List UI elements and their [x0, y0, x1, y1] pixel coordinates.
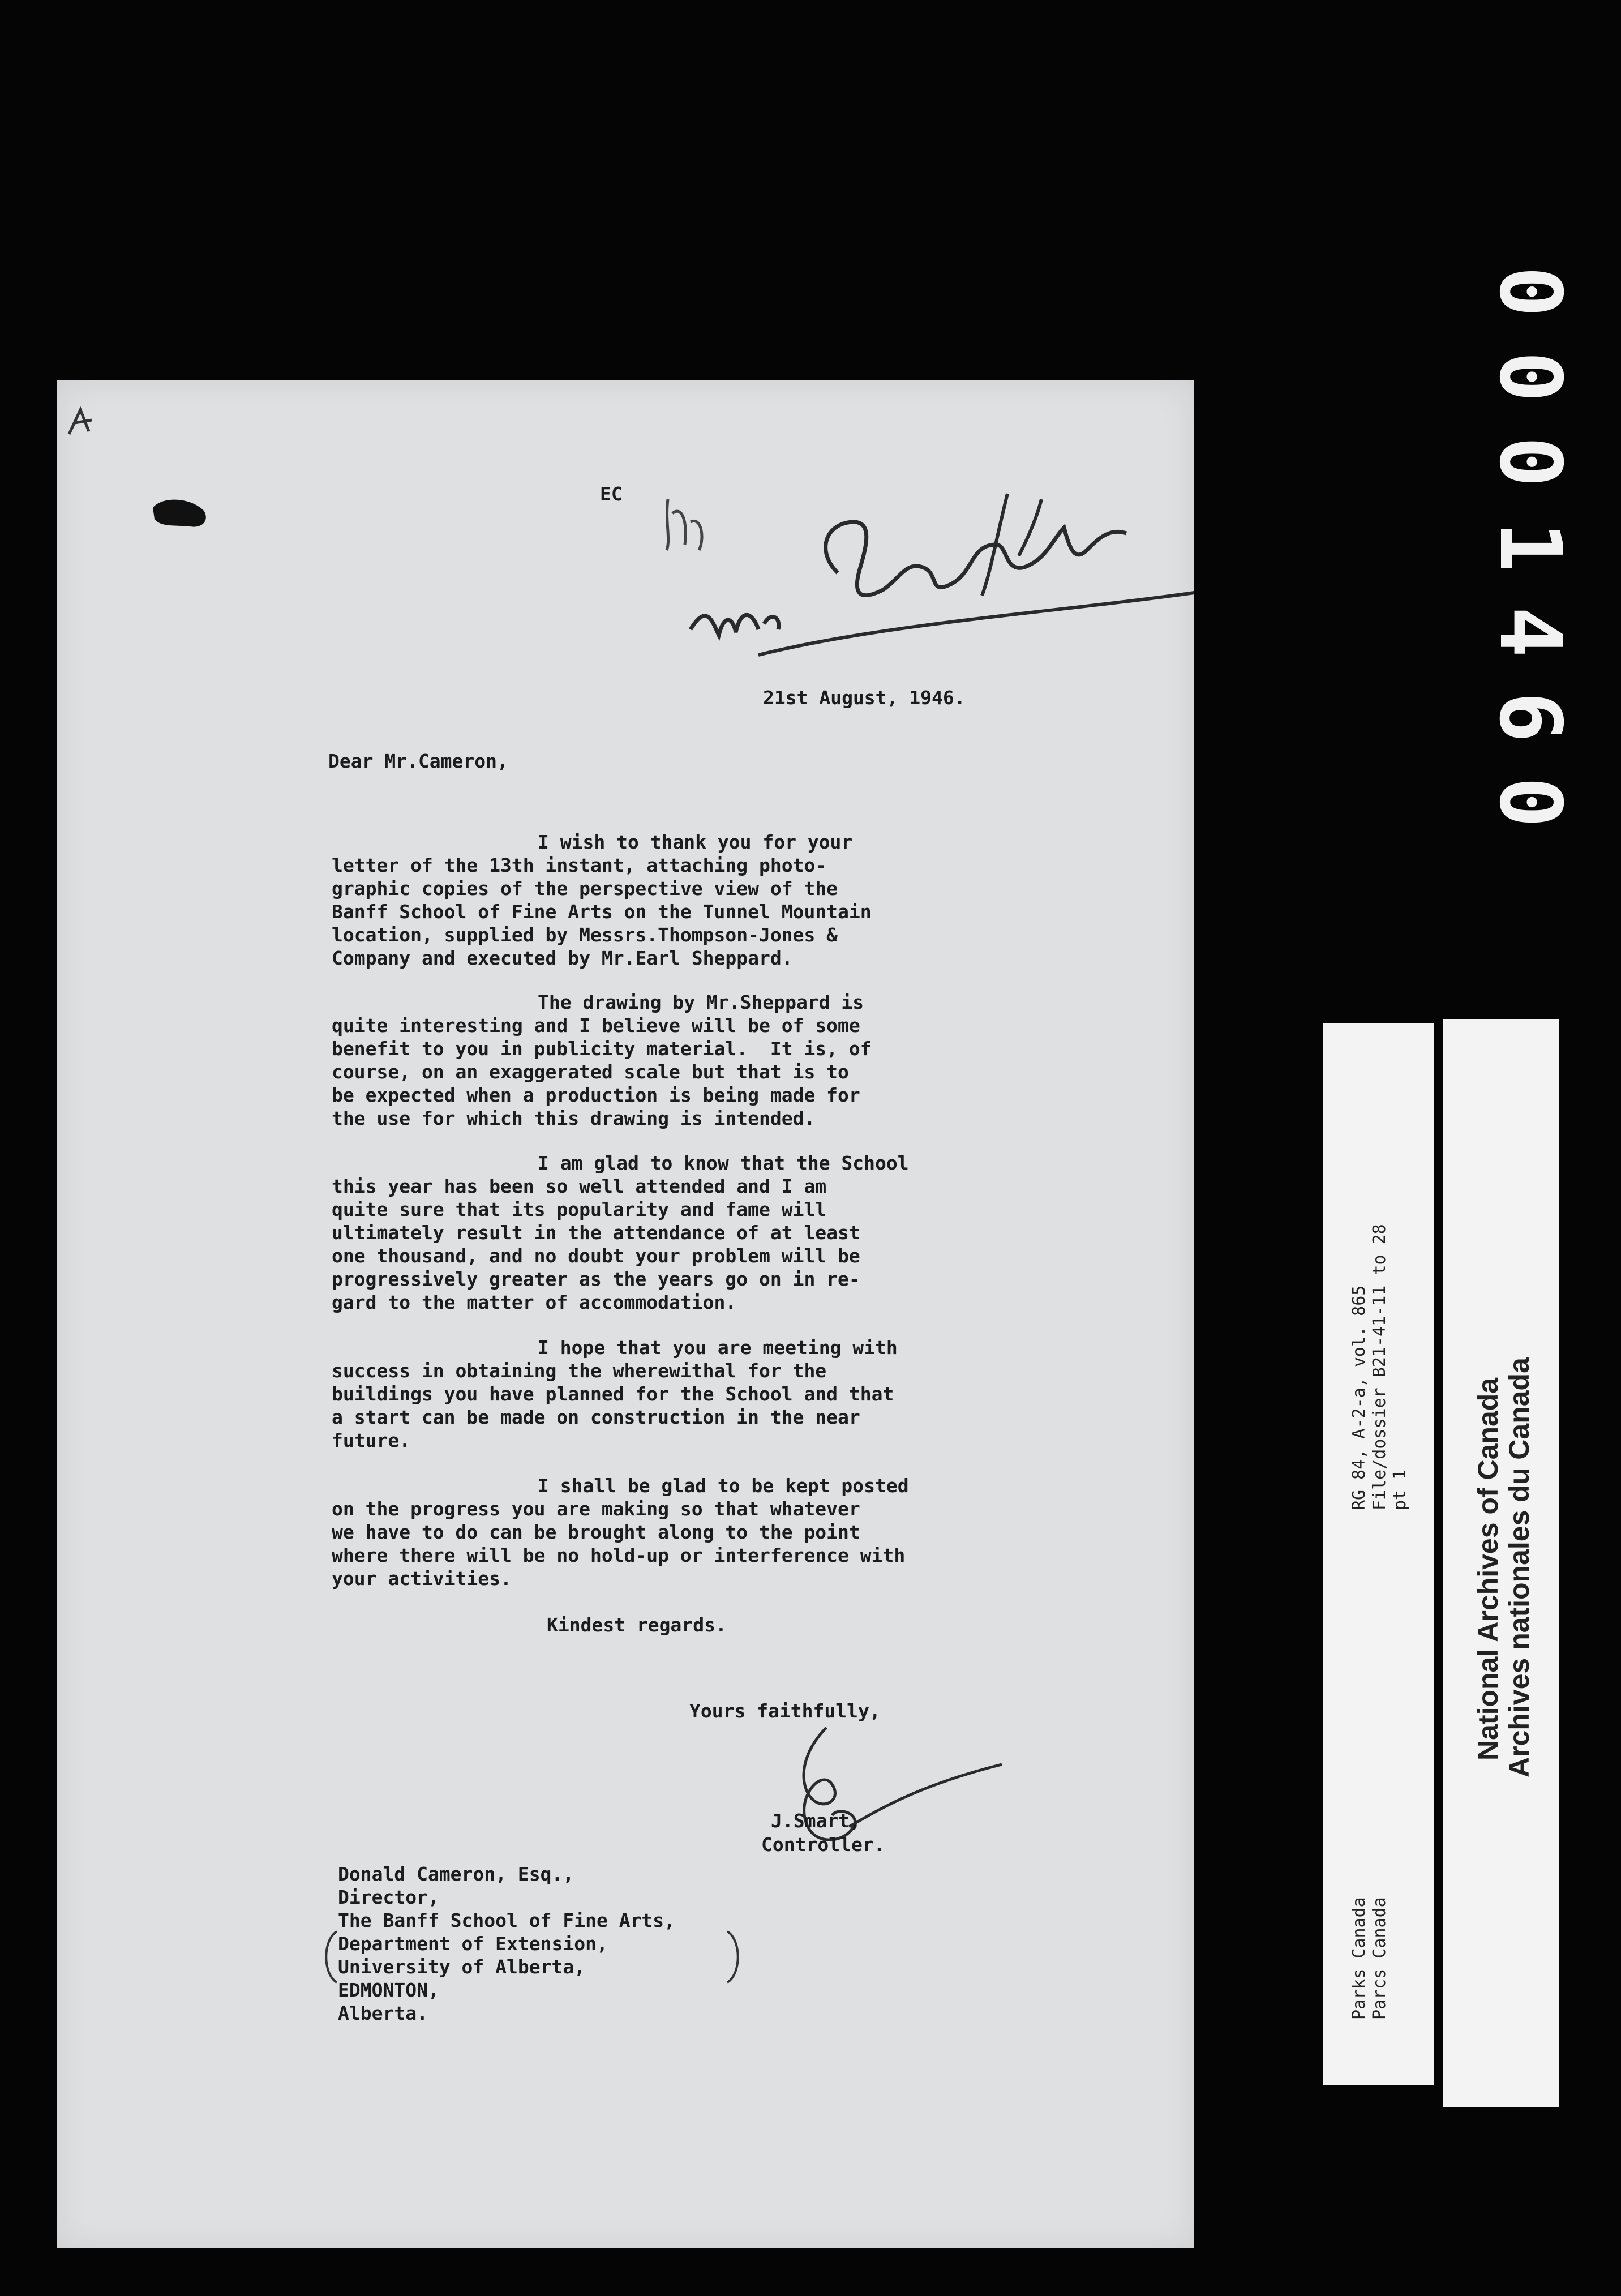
closing-line: Yours faithfully,: [689, 1700, 881, 1722]
paragraph-line: I wish to thank you for your: [538, 831, 853, 853]
paragraph-line: graphic copies of the perspective view of the: [332, 877, 838, 899]
recipient-line: Alberta.: [338, 2002, 428, 2024]
paragraph-line: progressively greater as the years go on in re-: [332, 1268, 860, 1290]
reference-line-2: File/dossier B21-41-11 to 28: [1370, 1224, 1390, 1510]
paragraph-line: I am glad to know that the School: [538, 1152, 909, 1174]
paragraph-line: benefit to you in publicity material. It is, of: [332, 1038, 872, 1060]
reference-line-3: pt 1: [1390, 1469, 1410, 1510]
paragraph-line: a start can be made on construction in the near: [332, 1406, 860, 1428]
letter-salutation: Dear Mr.Cameron,: [328, 750, 508, 772]
paragraph-line: your activities.: [332, 1567, 512, 1590]
institution-en: National Archives of Canada: [1472, 1377, 1504, 1760]
paragraph-line: this year has been so well attended and I am: [332, 1175, 827, 1197]
paragraph-line: location, supplied by Messrs.Thompson-Jones &: [332, 924, 838, 946]
institution-fr: Archives nationales du Canada: [1503, 1357, 1535, 1777]
recipient-line: Director,: [338, 1886, 439, 1908]
paragraph-line: buildings you have planned for the School and that: [332, 1383, 894, 1405]
frame-number: 0001460: [1481, 266, 1579, 862]
address-bracket-icon: [311, 1929, 753, 1985]
source-fr: Parcs Canada: [1370, 1897, 1390, 2020]
archive-reference-label: [1323, 1023, 1434, 2085]
paragraph-line: I shall be glad to be kept posted: [538, 1475, 909, 1497]
signer-name: J.Smart,: [771, 1810, 861, 1832]
reference-line-1: RG 84, A-2-a, vol. 865: [1349, 1285, 1369, 1510]
paragraph-line: the use for which this drawing is intended.: [332, 1107, 816, 1129]
national-archives-label: [1443, 1019, 1559, 2107]
paragraph-line: quite interesting and I believe will be of some: [332, 1014, 860, 1036]
paragraph-line: we have to do can be brought along to the point: [332, 1521, 860, 1543]
recipient-line: Donald Cameron, Esq.,: [338, 1863, 574, 1885]
paragraph-line: quite sure that its popularity and fame will: [332, 1198, 827, 1220]
letter-page: [57, 380, 1194, 2248]
paragraph-line: The drawing by Mr.Sheppard is: [538, 991, 864, 1013]
source-en: Parks Canada: [1349, 1897, 1369, 2020]
paragraph-line: one thousand, and no doubt your problem will be: [332, 1245, 860, 1267]
recipient-line: Department of Extension,: [338, 1933, 608, 1955]
letter-date: 21st August, 1946.: [763, 687, 966, 709]
paragraph-line: be expected when a production is being made for: [332, 1084, 860, 1106]
paragraph-line: letter of the 13th instant, attaching photo-: [332, 854, 827, 876]
handwritten-annotation: [657, 460, 1200, 663]
paragraph-line: course, on an exaggerated scale but that is to: [332, 1061, 849, 1083]
paragraph-line: on the progress you are making so that whatever: [332, 1498, 860, 1520]
corner-mark-icon: [63, 403, 103, 443]
recipient-line: The Banff School of Fine Arts,: [338, 1909, 676, 1931]
paragraph-line: ultimately result in the attendance of at least: [332, 1222, 860, 1244]
paragraph-line: success in obtaining the wherewithal for the: [332, 1360, 827, 1382]
paragraph-line: gard to the matter of accommodation.: [332, 1291, 737, 1313]
ink-blot-icon: [150, 494, 212, 533]
paragraph-line: where there will be no hold-up or interference with: [332, 1544, 906, 1566]
closing-regards: Kindest regards.: [547, 1614, 727, 1636]
recipient-line: EDMONTON,: [338, 1979, 439, 2001]
letter-initials: EC: [600, 483, 623, 505]
signer-title: Controller.: [761, 1834, 885, 1856]
paragraph-line: I hope that you are meeting with: [538, 1337, 898, 1359]
recipient-line: University of Alberta,: [338, 1956, 586, 1978]
paragraph-line: future.: [332, 1429, 411, 1451]
paragraph-line: Company and executed by Mr.Earl Sheppard.: [332, 947, 793, 969]
paragraph-line: Banff School of Fine Arts on the Tunnel Mountain: [332, 901, 872, 923]
